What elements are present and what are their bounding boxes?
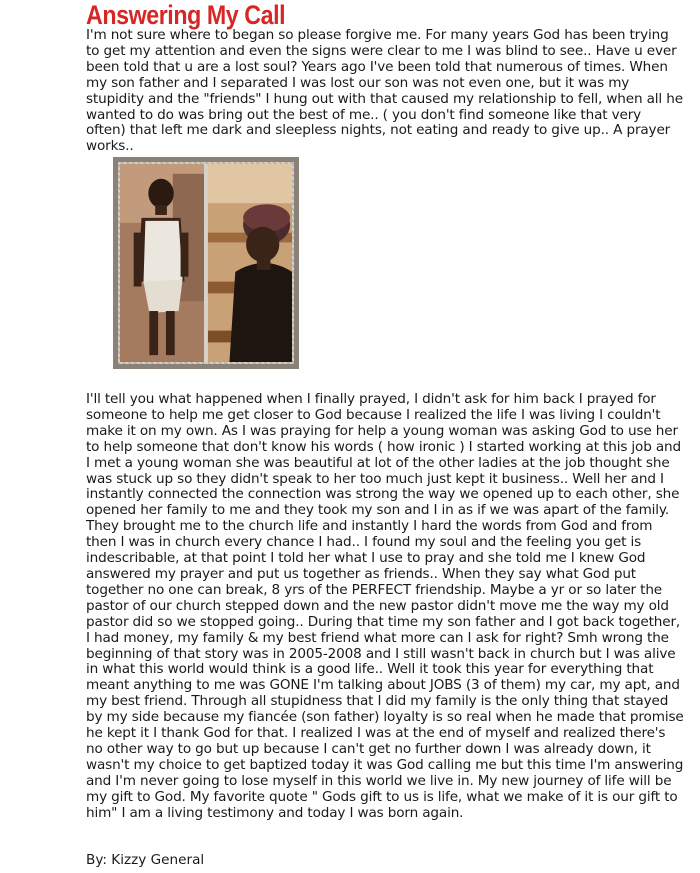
photo-collage-image xyxy=(120,164,292,362)
photo-collage xyxy=(113,157,299,369)
article-title: Answering My Call xyxy=(86,0,286,30)
article-paragraph-1: I'm not sure where to began so please forgive me. For many years God has been trying to get my attention and even the signs were clear to me I was blind to see.. Have u ever been told that u are a lost soul? Years ago I've been told that numerous of times. When my son father and I separated I was lost our son was not even one, but it was my stupidity and the "friends" I hung out with that caused my relationship to fell, when all he wanted to do was bring out the best of me.. ( you don't find someone like that very often) that left me dark and sleepless nights, not eating and ready to give up.. A prayer works.. xyxy=(86,27,683,155)
article-byline: By: Kizzy General xyxy=(86,852,205,868)
article-paragraph-2: I'll tell you what happened when I finally prayed, I didn't ask for him back I prayed for someone to help me get closer to God because I realized the life I was living I couldn't make it on my own. As I was praying for help a young woman was asking God to use her to help someone that don't know his words ( how ironic ) I started working at this job and I met a young woman she was beautiful at lot of the other ladies at the job thought she was stuck up so they didn't speak to her too much just kept it business.. Well her and I instantly connected the connection was strong the way we opened up to each other, she opened her family to me and they took my son and I in as if we was apart of the family. They brought me to the church life and instantly I hard the words from God and from then I was in church every chance I had.. I found my soul and the feeling you get is indescribable, at that point I told her what I use to pray and she told me I knew God answered my prayer and put us together as friends.. When they say what God put together no one can break, 8 yrs of the PERFECT friendship. Maybe a yr or so later the pastor of our church stepped down and the new pastor didn't move me the way my old pastor did so we stopped going.. During that time my son father and I got back together, I had money, my family & my best friend what more can I ask for right? Smh wrong the beginning of that story was in 2005-2008 and I still wasn't back in church but I was alive in what this world would think is a good life.. Well it took this year for everything that meant anything to me was GONE I'm talking about JOBS (3 of them) my car, my apt, and my best friend. Through all stupidness that I did my family is the only thing that stayed by my side because my fiancée (son father) loyalty is so real when he made that promise he kept it I thank God for that. I realized I was at the end of myself and realized there's no other way to go but up because I can't get no further down I was already down, it wasn't my choice to get baptized today it was God calling me but this time I'm answering and I'm never going to lose myself in this world we live in. My new journey of life will be my gift to God. My favorite quote " Gods gift to us is life, what we make of it is our gift to him" I am a living testimony and today I was born again. xyxy=(86,391,684,821)
